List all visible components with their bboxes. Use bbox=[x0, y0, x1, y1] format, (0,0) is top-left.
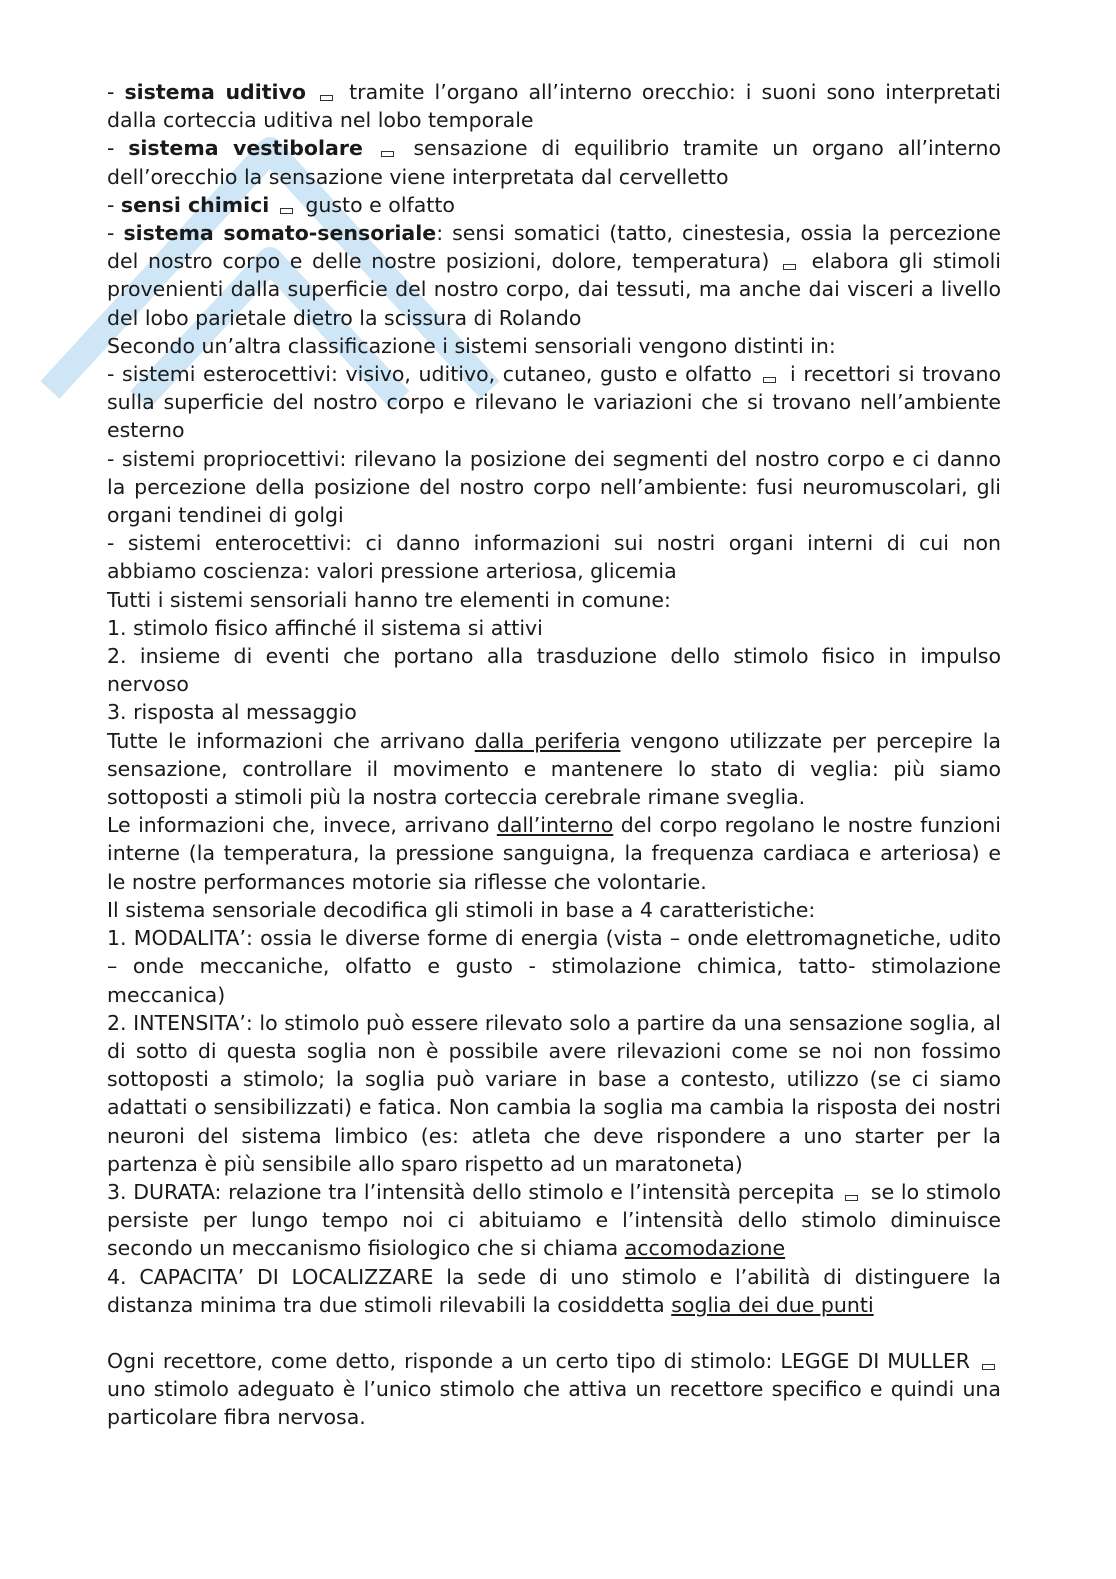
paragraph bbox=[107, 1009, 1001, 1178]
text-run: elabora gli stimoli provenienti dalla superficie del nostro corpo, dai tessuti, ma anche dai visceri a livello del lobo parietale dietro la scissura di Rolando bbox=[107, 249, 1001, 330]
text-run: - bbox=[107, 136, 129, 161]
text-run: - sistemi enterocettivi: ci danno informazioni sui nostri organi interni di cui non abbiamo coscienza: valori pressione arteriosa, glicemia bbox=[107, 531, 1001, 584]
paragraph bbox=[107, 529, 1001, 585]
text-run: sensazione di equilibrio tramite un organo all’interno dell’orecchio la sensazione viene interpretata dal cervelletto bbox=[107, 136, 1001, 189]
text-run: Le informazioni che, invece, arrivano bbox=[107, 813, 497, 838]
text-run: uno stimolo adeguato è l’unico stimolo che attiva un recettore specifico e quindi una particolare fibra nervosa. bbox=[107, 1377, 1001, 1430]
text-run: - bbox=[107, 80, 125, 104]
text-run: Secondo un’altra classificazione i sistemi sensoriali vengono distinti in: bbox=[107, 333, 836, 358]
text-run: - bbox=[107, 192, 121, 217]
text-run: 2. INTENSITA’: lo stimolo può essere rilevato solo a partire da una sensazione soglia, al di sotto di questa soglia non è possibile avere rilevazioni come se noi non fossimo sottoposti a stimolo; la soglia può variare in base a contesto, utilizzo (se ci siamo adattati o sensibilizzati) e fatica. Non cambia la soglia ma cambia la risposta dei nostri neuroni del sistema limbico (es: atleta che deve rispondere a uno starter per la partenza è più sensibile allo sparo rispetto ad un maratoneta) bbox=[107, 1010, 1001, 1176]
arrow-icon bbox=[320, 95, 333, 101]
text-run: vengono utilizzate per percepire la sensazione, controllare il movimento e mantenere lo stato di veglia: più siamo sottoposti a stimoli più la nostra corteccia cerebrale rimane sveglia. bbox=[107, 728, 1001, 810]
paragraph bbox=[107, 896, 1001, 924]
paragraph bbox=[107, 1263, 1001, 1319]
text-run bbox=[363, 136, 377, 160]
text-run: Ogni recettore, come detto, risponde a un certo tipo di stimolo: LEGGE DI MULLER bbox=[107, 1348, 978, 1373]
underlined-term: soglia dei due punti bbox=[671, 1292, 874, 1317]
bold-term: sensi chimici bbox=[120, 192, 270, 217]
paragraph bbox=[107, 78, 1001, 134]
arrow-icon bbox=[381, 151, 394, 157]
paragraph bbox=[107, 360, 1001, 445]
text-run: tramite l’organo all’interno orecchio: i suoni sono interpretati dalla corteccia uditiva nel lobo temporale bbox=[107, 80, 1001, 133]
paragraph bbox=[107, 614, 1001, 642]
text-run bbox=[269, 193, 276, 217]
text-run: Tutti i sistemi sensoriali hanno tre elementi in comune: bbox=[107, 587, 671, 612]
paragraph bbox=[107, 811, 1001, 896]
text-run: gusto e olfatto bbox=[298, 192, 455, 217]
text-run: Tutte le informazioni che arrivano bbox=[107, 728, 475, 753]
arrow-icon bbox=[845, 1195, 858, 1201]
paragraph bbox=[107, 698, 1001, 726]
text-run: : sensi somatici (tatto, cinestesia, ossia la percezione del nostro corpo e delle nostre posizioni, dolore, temperatura) bbox=[107, 221, 1002, 274]
underlined-term: dalla periferia bbox=[474, 728, 621, 753]
text-run: 2. insieme di eventi che portano alla trasduzione dello stimolo fisico in impulso nervoso bbox=[107, 644, 1001, 697]
text-run: 3. DURATA: relazione tra l’intensità dello stimolo e l’intensità percepita bbox=[107, 1179, 842, 1204]
arrow-icon bbox=[982, 1364, 995, 1370]
paragraph bbox=[107, 332, 1001, 360]
text-run: se lo stimolo persiste per lungo tempo noi ci abituiamo e l’intensità dello stimolo diminuisce secondo un meccanismo fisiologico che si chiama bbox=[107, 1179, 1001, 1261]
text-run: 3. risposta al messaggio bbox=[107, 700, 357, 725]
document-body bbox=[107, 78, 1001, 1432]
paragraph bbox=[107, 924, 1001, 1009]
underlined-term: accomodazione bbox=[624, 1236, 786, 1261]
text-run: 1. stimolo fisico affinché il sistema si attivi bbox=[107, 615, 543, 640]
bold-term: sistema somato-sensoriale bbox=[123, 221, 437, 246]
arrow-icon bbox=[280, 208, 293, 214]
paragraph bbox=[107, 219, 1001, 332]
bold-term: sistema uditivo bbox=[124, 80, 307, 104]
paragraph bbox=[107, 134, 1001, 190]
paragraph bbox=[107, 1347, 1001, 1432]
arrow-icon bbox=[783, 264, 796, 270]
text-run: i recettori si trovano sulla superficie del nostro corpo e rilevano le variazioni che si trovano nell’ambiente esterno bbox=[107, 362, 1002, 443]
text-run: del corpo regolano le nostre funzioni interne (la temperatura, la pressione sanguigna, la frequenza cardiaca e arteriosa) e le nostre performances motorie sia riflesse che volontarie. bbox=[107, 813, 1001, 894]
paragraph bbox=[107, 1178, 1001, 1263]
text-run: 4. CAPACITA’ DI LOCALIZZARE la sede di uno stimolo e l’abilità di distinguere la distanza minima tra due stimoli rilevabili la cosiddetta bbox=[107, 1264, 1001, 1317]
text-run: - sistemi propriocettivi: rilevano la posizione dei segmenti del nostro corpo e ci danno la percezione della posizione del nostro corpo nell’ambiente: fusi neuromuscolari, gli organi tendinei di golgi bbox=[107, 446, 1001, 528]
paragraph bbox=[107, 191, 1001, 219]
paragraph bbox=[107, 586, 1001, 614]
text-run: - bbox=[107, 221, 124, 246]
bold-term: sistema vestibolare bbox=[128, 136, 363, 161]
text-run: Il sistema sensoriale decodifica gli stimoli in base a 4 caratteristiche: bbox=[107, 897, 816, 922]
paragraph bbox=[107, 445, 1001, 530]
underlined-term: dall’interno bbox=[496, 813, 614, 838]
arrow-icon bbox=[763, 377, 776, 383]
paragraph bbox=[107, 727, 1001, 812]
text-run bbox=[306, 80, 316, 104]
text-run: 1. MODALITA’: ossia le diverse forme di energia (vista – onde elettromagnetiche, udito – onde meccaniche, olfatto e gusto - stimolazione chimica, tatto- stimolazione meccanica) bbox=[107, 926, 1001, 1007]
text-run: - sistemi esterocettivi: visivo, uditivo, cutaneo, gusto e olfatto bbox=[107, 362, 760, 387]
paragraph bbox=[107, 642, 1001, 698]
